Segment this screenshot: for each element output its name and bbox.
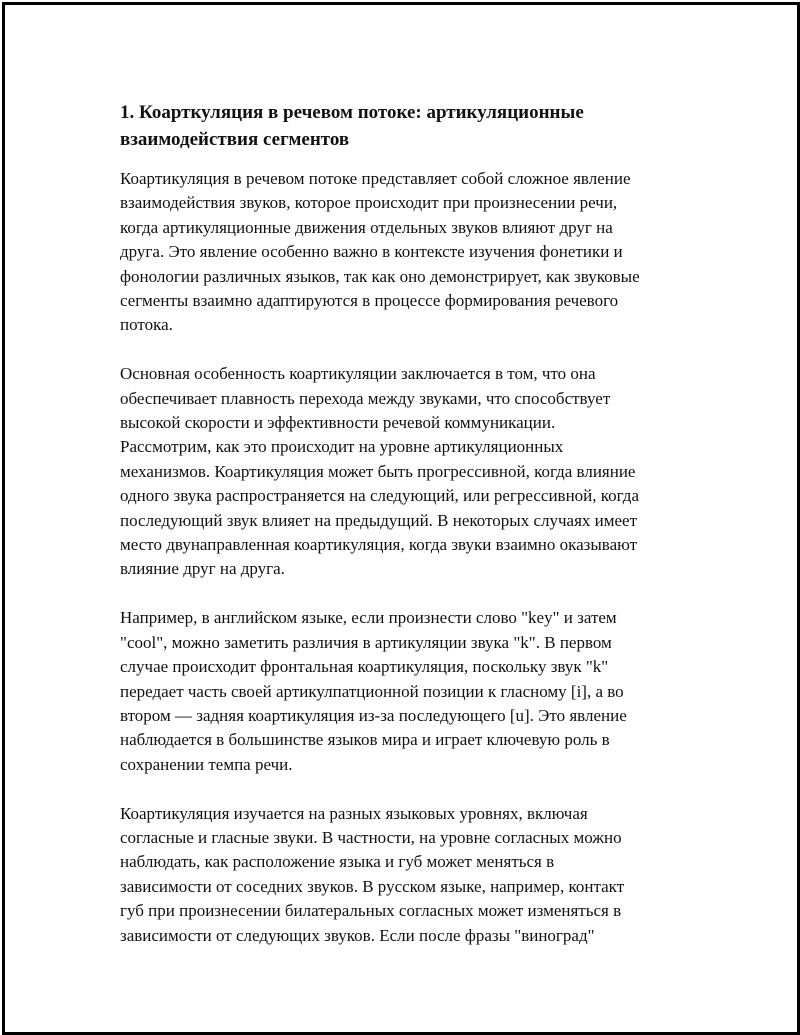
paragraph-3: Например, в английском языке, если произнести слово "key" и затем "cool", можно заметить различия в артикуляции звука "k". В первом случае происходит фронтальная коартикуляция, поскольку звук "k" передает часть своей артикулпатционной позиции к гласному [i], а во втором — задняя коартикуляция из-за последующего [u]. Это явление наблюдается в большинстве языков мира и играет ключевую роль в сохранении темпа речи. (120, 608, 627, 774)
paragraph-4: Коартикуляция изучается на разных языковых уровнях, включая согласные и гласные звуки. В частности, на уровне согласных можно наблюдать, как расположение языка и губ может меняться в зависимости от соседних звуков. В русском языке, например, контакт губ при произнесении билатеральных согласных может изменяться в зависимости от следующих звуков. Если после фразы "виноград" (120, 803, 625, 945)
page-frame (2, 2, 800, 1035)
paragraph-2: Основная особенность коартикуляции заключается в том, что она обеспечивает плавность перехода между звуками, что способствует высокой скорости и эффективности речевой коммуникации. Рассмотрим, как это происходит на уровне артикуляционных механизмов. Коартикуляция может быть прогрессивной, когда влияние одного звука распространяется на следующий, или регрессивной, когда последующий звук влияет на предыдущий. В некоторых случаях имеет место двунаправленная коартикуляция, когда звуки взаимно оказывают влияние друг на друга. (120, 364, 639, 579)
paragraph-1: Коартикуляция в речевом потоке представляет собой сложное явление взаимодействия звуков, которое происходит при произнесении речи, когда артикуляционные движения отдельных звуков влияют друг на друга. Это явление особенно важно в контексте изучения фонетики и фонологии различных языков, так как оно демонстрирует, как звуковые сегменты взаимно адаптируются в процессе формирования речевого потока. (120, 169, 640, 335)
document-body (120, 99, 690, 972)
section-heading: 1. Коарткуляция в речевом потоке: артикуляционные взаимодействия сегментов (120, 102, 584, 150)
